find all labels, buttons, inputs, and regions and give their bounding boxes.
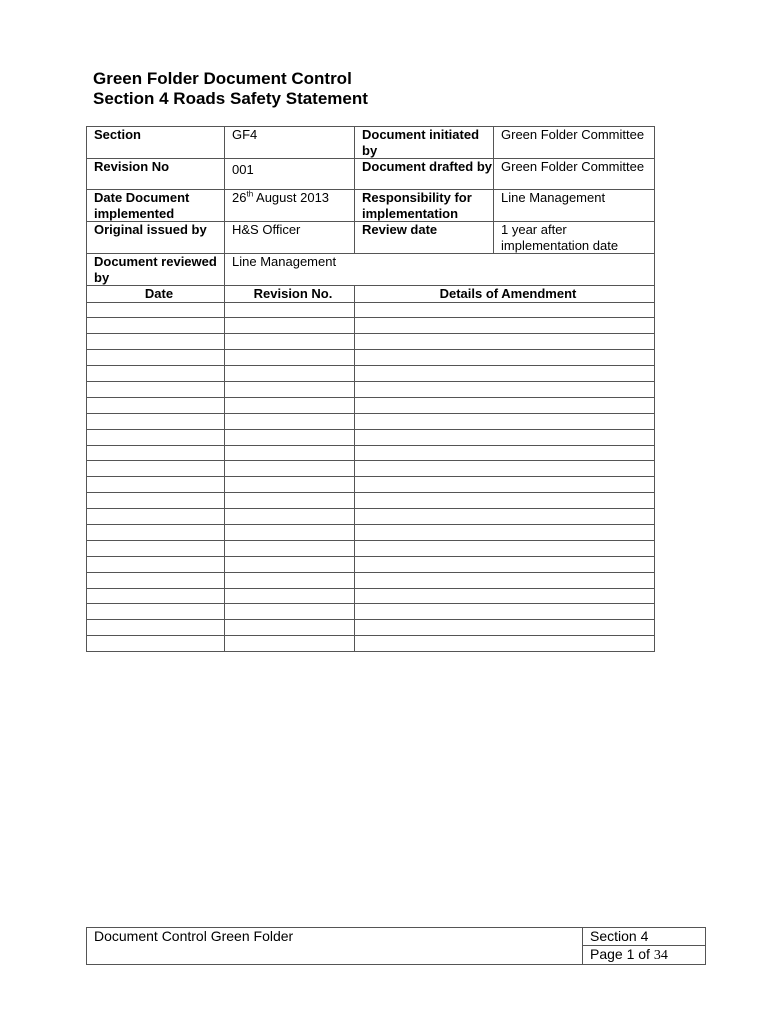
document-title: Green Folder Document Control	[93, 69, 352, 88]
amendment-details-cell	[355, 509, 655, 525]
amendment-date-cell	[87, 604, 225, 620]
review-value: 1 year after implementation date	[494, 222, 655, 254]
amendment-date-cell	[87, 334, 225, 350]
amendment-date-cell	[87, 413, 225, 429]
table-row	[87, 556, 655, 572]
amendment-revision-cell	[225, 302, 355, 318]
section-label: Section	[87, 127, 225, 159]
amendment-date-cell	[87, 636, 225, 652]
table-row	[87, 445, 655, 461]
amendment-details-cell	[355, 318, 655, 334]
initiated-value: Green Folder Committee	[494, 127, 655, 159]
amendment-details-cell	[355, 540, 655, 556]
page-footer	[86, 927, 706, 965]
amendment-date-cell	[87, 524, 225, 540]
original-value: H&S Officer	[225, 222, 355, 254]
table-row	[87, 350, 655, 366]
amendment-revision-cell	[225, 381, 355, 397]
footer-section: Section 4	[583, 928, 706, 946]
amendment-revision-cell	[225, 366, 355, 382]
column-header-date: Date	[87, 286, 225, 303]
amendment-details-cell	[355, 461, 655, 477]
amendment-date-cell	[87, 556, 225, 572]
amendment-revision-cell	[225, 636, 355, 652]
amendment-date-cell	[87, 477, 225, 493]
table-row	[87, 636, 655, 652]
control-row-implemented	[87, 190, 655, 222]
amendment-details-cell	[355, 493, 655, 509]
amendment-details-cell	[355, 620, 655, 636]
implemented-rest: August 2013	[253, 190, 330, 205]
amendment-revision-cell	[225, 461, 355, 477]
table-row	[87, 381, 655, 397]
amendment-details-cell	[355, 636, 655, 652]
amendment-date-cell	[87, 318, 225, 334]
table-row	[87, 524, 655, 540]
amendment-revision-cell	[225, 604, 355, 620]
amendment-revision-cell	[225, 524, 355, 540]
amendment-date-cell	[87, 572, 225, 588]
amendment-details-cell	[355, 445, 655, 461]
amendment-revision-cell	[225, 350, 355, 366]
drafted-value: Green Folder Committee	[494, 159, 655, 190]
table-row	[87, 588, 655, 604]
amendment-details-cell	[355, 334, 655, 350]
amendment-revision-cell	[225, 556, 355, 572]
table-row	[87, 413, 655, 429]
implemented-value	[225, 190, 355, 222]
control-row-original	[87, 222, 655, 254]
amendment-revision-cell	[225, 620, 355, 636]
control-row-reviewed	[87, 254, 655, 286]
amendment-details-cell	[355, 366, 655, 382]
footer-page-number	[583, 946, 706, 965]
footer-document-name: Document Control Green Folder	[87, 928, 583, 965]
amendment-revision-cell	[225, 397, 355, 413]
amendment-date-cell	[87, 302, 225, 318]
responsibility-label: Responsibility for implementation	[355, 190, 494, 222]
amendment-date-cell	[87, 381, 225, 397]
amendment-details-cell	[355, 556, 655, 572]
table-row	[87, 604, 655, 620]
amendment-details-cell	[355, 572, 655, 588]
amendment-revision-cell	[225, 318, 355, 334]
amendment-details-cell	[355, 350, 655, 366]
amendment-revision-cell	[225, 477, 355, 493]
amendment-revision-cell	[225, 509, 355, 525]
amendment-details-cell	[355, 604, 655, 620]
table-row	[87, 318, 655, 334]
implemented-day: 26	[232, 190, 247, 205]
amendment-revision-cell	[225, 334, 355, 350]
control-row-section	[87, 127, 655, 159]
amendment-revision-cell	[225, 493, 355, 509]
amendment-date-cell	[87, 366, 225, 382]
initiated-label: Document initiated by	[355, 127, 494, 159]
amendment-details-cell	[355, 429, 655, 445]
amendment-details-cell	[355, 588, 655, 604]
amendment-date-cell	[87, 461, 225, 477]
amendment-revision-cell	[225, 413, 355, 429]
review-label: Review date	[355, 222, 494, 254]
footer-page-prefix: Page 1 of	[590, 946, 654, 962]
table-row	[87, 509, 655, 525]
revision-value-text: 001	[232, 162, 254, 177]
responsibility-value: Line Management	[494, 190, 655, 222]
amendment-date-cell	[87, 620, 225, 636]
amendment-date-cell	[87, 397, 225, 413]
amendment-date-cell	[87, 540, 225, 556]
reviewed-label: Document reviewed by	[87, 254, 225, 286]
amendment-revision-cell	[225, 429, 355, 445]
amendment-rows	[87, 302, 655, 652]
revision-label: Revision No	[87, 159, 225, 190]
amendment-date-cell	[87, 350, 225, 366]
implemented-suffix: th	[246, 189, 254, 199]
amendment-date-cell	[87, 445, 225, 461]
amendment-header-row	[87, 286, 655, 303]
document-subtitle: Section 4 Roads Safety Statement	[93, 89, 368, 108]
table-row	[87, 334, 655, 350]
amendment-revision-cell	[225, 445, 355, 461]
amendment-revision-cell	[225, 572, 355, 588]
amendment-details-cell	[355, 413, 655, 429]
drafted-label: Document drafted by	[355, 159, 494, 190]
table-row	[87, 620, 655, 636]
amendment-revision-cell	[225, 588, 355, 604]
table-row	[87, 397, 655, 413]
table-row	[87, 477, 655, 493]
amendment-details-cell	[355, 302, 655, 318]
footer-page-total: 34	[653, 948, 668, 963]
document-control-table	[86, 126, 655, 652]
reviewed-value: Line Management	[225, 254, 655, 286]
original-label: Original issued by	[87, 222, 225, 254]
control-row-revision	[87, 159, 655, 190]
table-row	[87, 461, 655, 477]
amendment-date-cell	[87, 588, 225, 604]
amendment-details-cell	[355, 477, 655, 493]
table-row	[87, 540, 655, 556]
implemented-label: Date Document implemented	[87, 190, 225, 222]
table-row	[87, 493, 655, 509]
column-header-revision: Revision No.	[225, 286, 355, 303]
amendment-date-cell	[87, 493, 225, 509]
table-row	[87, 302, 655, 318]
amendment-details-cell	[355, 381, 655, 397]
amendment-date-cell	[87, 509, 225, 525]
section-value: GF4	[225, 127, 355, 159]
table-row	[87, 572, 655, 588]
amendment-details-cell	[355, 524, 655, 540]
amendment-details-cell	[355, 397, 655, 413]
column-header-details: Details of Amendment	[355, 286, 655, 303]
amendment-revision-cell	[225, 540, 355, 556]
revision-value	[225, 159, 355, 190]
table-row	[87, 366, 655, 382]
table-row	[87, 429, 655, 445]
amendment-date-cell	[87, 429, 225, 445]
